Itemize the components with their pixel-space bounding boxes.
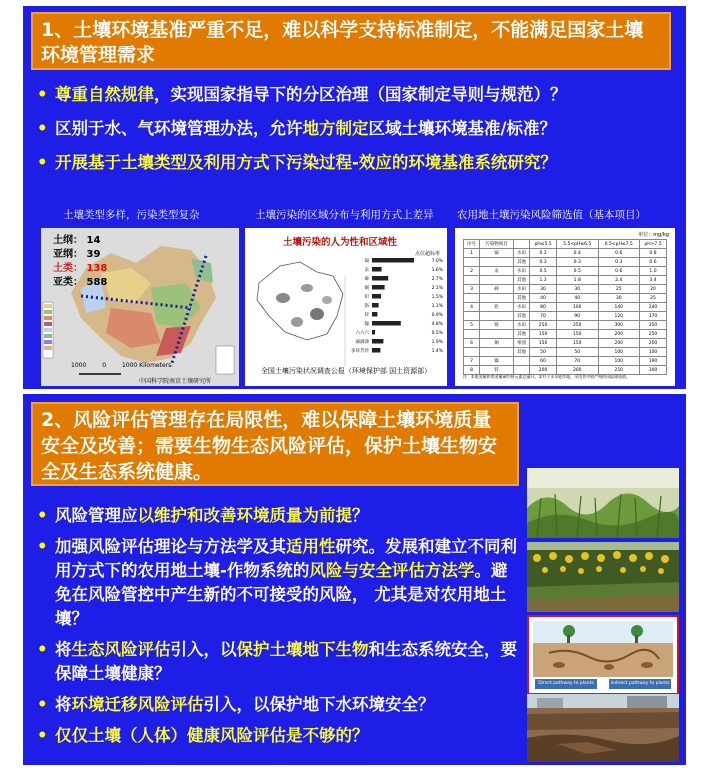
table-cell: 30: [598, 294, 640, 303]
soil-order-count: 14: [86, 235, 101, 246]
table-header-cell: [514, 240, 530, 249]
table-cell: 190: [640, 357, 667, 366]
table-cell: 其他: [514, 348, 530, 357]
highlight-text: 环境迁移风险评估: [71, 695, 204, 714]
table-cell: [464, 330, 480, 339]
table-cell: 0.4: [556, 249, 598, 258]
slide2-bullet-4: [33, 693, 523, 717]
pollution-caption: 全国土壤污染状况调查公报（环境保护部 国土资源部）: [260, 367, 432, 375]
bar-label: 六六六: [355, 331, 369, 336]
highlight-text: 生态风险评估: [71, 640, 171, 659]
table-cell: 1.8: [556, 276, 598, 285]
table-row: [464, 276, 667, 285]
table-row: [464, 258, 667, 267]
table-cell: 0.8: [640, 249, 667, 258]
risk-screening-table-image: [455, 228, 675, 386]
highlight-text: 保护土壤地下生物: [236, 640, 369, 659]
table-cell: [514, 357, 530, 366]
direct-pathway-label: Direct pathway to plants: [538, 681, 594, 686]
table-cell: [464, 348, 480, 357]
suborder-label: 亚纲：: [53, 249, 83, 260]
bullet-text: ，实现国家指导下的分区治理（国家制定导则与规范）？: [154, 85, 567, 104]
bar-value: 0.5%: [431, 331, 443, 336]
table-cell: 0.3: [530, 249, 557, 258]
table-cell: 0.3: [598, 258, 640, 267]
pollution-bar-group: [351, 257, 444, 354]
highlight-text: 风险与安全评估方法学: [309, 561, 475, 580]
table-cell: 100: [598, 348, 640, 357]
pollution-bar: [372, 348, 380, 353]
table-unit: 单位：mg/kg: [638, 232, 669, 238]
table-cell: 0.6: [640, 258, 667, 267]
table-cell: 150: [556, 330, 598, 339]
caption-soil-types: 土壤类型多样，污染类型复杂: [63, 209, 200, 221]
bar-value: 1.6%: [431, 268, 443, 273]
soil-order-label: 土纲：: [53, 235, 83, 246]
bullet-dot-icon: •: [37, 506, 48, 525]
highlight-text: 仅仅土壤（人体）健康风险评估是不够的？: [55, 726, 369, 745]
bar-value: 0.9%: [431, 313, 443, 318]
table-cell: 350: [640, 321, 667, 330]
table-cell: 3: [464, 285, 480, 294]
bar-label: 铅: [364, 295, 369, 300]
table-cell: 50: [530, 348, 557, 357]
table-cell: [464, 312, 480, 321]
pollution-legend-title: 点位超标率: [415, 251, 441, 257]
table-cell: 7: [464, 357, 480, 366]
table-cell: 1: [464, 249, 480, 258]
table-cell: 水田: [514, 267, 530, 276]
suborder-row: [53, 248, 107, 262]
table-cell: 0.6: [598, 249, 640, 258]
table-cell: 5: [464, 321, 480, 330]
table-cell: 70: [556, 357, 598, 366]
table-cell: 0.3: [530, 258, 557, 267]
slide-2: [23, 394, 686, 765]
sunflower-field-graphic: [527, 542, 679, 612]
table-cell: 250: [530, 321, 557, 330]
slide2-bullet-5: [33, 724, 523, 748]
pollution-bar: [372, 330, 375, 335]
bar-value: 2.7%: [431, 277, 443, 282]
table-header-cell: pH≤5.5: [530, 240, 557, 249]
slide1-bullet-1: [33, 84, 683, 106]
table-cell: 200: [530, 366, 557, 375]
bullet-text: 。避免在风险管控中产生新的不可接受的风险， 尤其是对农用地土壤？: [55, 561, 508, 628]
table-cell: 0.6: [598, 267, 640, 276]
table-cell: 100: [556, 303, 598, 312]
bar-label: 铬: [364, 304, 369, 309]
highlight-text: 开展基于土壤类型及利用方式下污染过程-效应的环境基准系统研究？: [55, 153, 557, 172]
pollution-bar: [372, 258, 414, 263]
table-cell: 镍: [480, 357, 514, 366]
table-cell: 水田: [514, 285, 530, 294]
slide2-bullet-3: [33, 638, 523, 686]
bar-label: 锌: [364, 313, 369, 318]
indirect-pathway-label: Indirect pathway to plants: [610, 681, 670, 686]
bar-value: 4.8%: [431, 322, 443, 327]
bullet-text: 区域土壤环境基准/标准？: [368, 119, 557, 138]
table-cell: 1.3: [530, 276, 557, 285]
bar-label: 多环芳烃: [351, 349, 369, 354]
bar-value: 7.0%: [431, 259, 443, 264]
scale-left: 1000: [71, 362, 87, 369]
sunflower-field-photo: [527, 542, 679, 612]
table-cell: [480, 276, 514, 285]
table-header-cell: 5.5<pH≤6.5: [556, 240, 598, 249]
bullet-text: 将: [55, 695, 72, 714]
table-header-cell: pH>7.5: [640, 240, 667, 249]
table-cell: 70: [530, 312, 557, 321]
table-cell: 4: [464, 303, 480, 312]
soil-group-count: 138: [86, 263, 108, 274]
bar-label: 滴滴涕: [355, 340, 369, 345]
pollution-bar: [372, 303, 379, 308]
bullet-text: 将: [55, 640, 72, 659]
table-row: [464, 285, 667, 294]
table-cell: 其他: [514, 276, 530, 285]
table-cell: 镉: [480, 249, 514, 258]
bar-value: 1.5%: [431, 295, 443, 300]
table-cell: 其他: [514, 330, 530, 339]
table-cell: 1.0: [640, 267, 667, 276]
table-cell: 2: [464, 267, 480, 276]
table-cell: 20: [640, 285, 667, 294]
table-row: [464, 339, 667, 348]
table-cell: 300: [640, 366, 667, 375]
slide2-bullet-2: [33, 535, 523, 631]
bullet-text: 风险管理应: [55, 506, 138, 525]
bar-label: 砷: [364, 277, 369, 282]
pollution-bar: [372, 285, 385, 290]
table-cell: 25: [640, 294, 667, 303]
slide-1-title: 1、土壤环境基准严重不足，难以科学支持标准制定，不能满足国家土壤环境管理需求: [31, 12, 671, 70]
bullet-dot-icon: •: [37, 695, 48, 714]
caption-pollution-distribution: 土壤污染的区域分布与利用方式上差异: [255, 209, 434, 221]
table-cell: 90: [556, 312, 598, 321]
table-cell: 80: [530, 303, 557, 312]
table-cell: 200: [598, 339, 640, 348]
soil-order-row: [53, 234, 107, 248]
bar-label: 铜: [364, 286, 369, 291]
table-cell: 100: [598, 357, 640, 366]
table-cell: 30: [530, 285, 557, 294]
table-cell: 240: [640, 303, 667, 312]
table-cell: 140: [598, 303, 640, 312]
bar-value: 1.1%: [431, 304, 443, 309]
table-cell: 其他: [514, 258, 530, 267]
table-cell: 25: [598, 285, 640, 294]
table-cell: 2.4: [598, 276, 640, 285]
table-cell: [480, 294, 514, 303]
table-row: [464, 267, 667, 276]
slide-1-bullet-list: [33, 84, 683, 186]
excavation-site-photo: [527, 694, 679, 762]
pollution-bar: [372, 312, 377, 317]
subgroup-row: [53, 276, 107, 290]
table-cell: 水田: [514, 321, 530, 330]
table-row: [464, 321, 667, 330]
table-cell: 250: [556, 321, 598, 330]
rice-field-graphic: [527, 468, 679, 538]
table-cell: 200: [556, 366, 598, 375]
table-cell: [480, 258, 514, 267]
highlight-text: 地方制定: [302, 119, 369, 138]
table-cell: [480, 348, 514, 357]
table-cell: 3.4: [640, 276, 667, 285]
bar-label: 汞: [364, 268, 369, 273]
pollution-distribution-image: [245, 228, 447, 386]
bullet-dot-icon: •: [37, 537, 48, 556]
pollution-bar: [372, 267, 382, 272]
bullet-text: 加强风险评估理论与方法学及其: [55, 537, 286, 556]
table-cell: 50: [556, 348, 598, 357]
bullet-text: 引入，以保护地下水环境安全？: [203, 695, 435, 714]
highlight-text: 以维护和改善环境质量为前提: [137, 506, 352, 525]
table-cell: 水田: [514, 249, 530, 258]
table-header-cell: 序号: [464, 240, 480, 249]
soil-group-label: 土类：: [53, 263, 83, 274]
pollution-bar: [372, 276, 388, 281]
soil-ecology-diagram: [527, 615, 679, 695]
pollution-bar: [372, 339, 383, 344]
table-header-cell: 6.5<pH≤7.5: [598, 240, 640, 249]
table-row: [464, 312, 667, 321]
table-cell: 120: [598, 312, 640, 321]
table-cell: 200: [598, 330, 640, 339]
bullet-text: 和生态系统安全，要保障土壤健康？: [55, 640, 517, 683]
table-cell: [480, 312, 514, 321]
table-cell: 300: [598, 321, 640, 330]
slide2-bullet-1: [33, 504, 523, 528]
excavation-site-graphic: [527, 694, 679, 762]
bullet-text: ？: [352, 506, 369, 525]
scale-right: 1000 Kilometers: [121, 362, 172, 369]
table-header-cell: 污染物项目: [480, 240, 514, 249]
bullet-dot-icon: •: [37, 85, 48, 104]
table-cell: 200: [640, 339, 667, 348]
table-cell: 8: [464, 366, 480, 375]
bar-value: 2.1%: [431, 286, 443, 291]
table-cell: 0.3: [556, 258, 598, 267]
scale-zero: 0: [102, 362, 107, 369]
table-cell: 60: [530, 357, 557, 366]
table-header-row: [464, 240, 667, 249]
table-row: [464, 294, 667, 303]
table-cell: 150: [530, 330, 557, 339]
table-row: [464, 348, 667, 357]
bullet-text: 引入，以: [170, 640, 237, 659]
bullet-dot-icon: •: [37, 153, 48, 172]
bullet-dot-icon: •: [37, 119, 48, 138]
subgroup-count: 588: [86, 277, 108, 288]
table-cell: 150: [556, 339, 598, 348]
slide-2-bullet-list: [33, 504, 523, 755]
table-row: [464, 330, 667, 339]
table-cell: 铬: [480, 321, 514, 330]
bullet-dot-icon: •: [37, 640, 48, 659]
bar-value: 1.9%: [431, 340, 443, 345]
pollution-heading: 土壤污染的人为性和区域性: [283, 237, 398, 248]
table-cell: 0.5: [530, 267, 557, 276]
slide1-bullet-2: [33, 118, 683, 140]
table-cell: 其他: [514, 294, 530, 303]
pollution-bar: [372, 321, 401, 326]
table-cell: [464, 294, 480, 303]
subgroup-label: 亚类：: [53, 277, 83, 288]
map-credit: 中国科学院南京土壤研究所: [139, 378, 212, 385]
table-cell: [464, 276, 480, 285]
rice-field-photo: [527, 468, 679, 538]
bullet-text: 区别于水、气环境管理办法，允许: [55, 119, 303, 138]
table-cell: [480, 330, 514, 339]
table-cell: 40: [530, 294, 557, 303]
table-cell: 水田: [514, 303, 530, 312]
table-cell: 250: [598, 366, 640, 375]
table-cell: 250: [640, 330, 667, 339]
table-note: 注：①重金属和类金属砷均按元素总量计。②对于水旱轮作地，采用其中较严格的风险筛选值。: [463, 374, 631, 379]
table-cell: 100: [640, 348, 667, 357]
table-cell: 0.5: [556, 267, 598, 276]
bar-label: 镍: [364, 322, 369, 327]
highlight-text: 尊重自然规律: [55, 85, 154, 104]
soil-group-row: [53, 262, 107, 276]
table-row: [464, 249, 667, 258]
table-cell: 170: [640, 312, 667, 321]
table-cell: 铜: [480, 339, 514, 348]
table-row: [464, 357, 667, 366]
table-cell: 果园: [514, 339, 530, 348]
table-cell: 150: [530, 339, 557, 348]
table-cell: 40: [556, 294, 598, 303]
slide-1: [23, 6, 686, 389]
bullet-text: 研究。发展和建立不同利用方式下的农用地土壤-作物系统的: [55, 537, 517, 580]
table-row: [464, 303, 667, 312]
slide-2-title: 2、风险评估管理存在局限性，难以保障土壤环境质量安全及改善；需要生物生态风险评估，保护土壤生物安全及生态系统健康。: [31, 402, 519, 486]
table-cell: 6: [464, 339, 480, 348]
caption-risk-screening: 农用地土壤污染风险筛选值（基本项目）: [457, 209, 646, 221]
table-cell: 汞: [480, 267, 514, 276]
highlight-text: 适用性: [286, 537, 336, 556]
pollution-bar: [372, 294, 381, 299]
table-cell: 其他: [514, 312, 530, 321]
bar-label: 镉: [364, 259, 369, 264]
risk-screening-table: [463, 239, 667, 375]
table-cell: 铅: [480, 303, 514, 312]
table-cell: 锌: [480, 366, 514, 375]
table-cell: 砷: [480, 285, 514, 294]
soil-map-image: [41, 228, 239, 386]
slide1-bullet-3: [33, 152, 683, 174]
table-cell: 30: [556, 285, 598, 294]
bar-value: 1.4%: [431, 349, 443, 354]
bullet-dot-icon: •: [37, 726, 48, 745]
suborder-count: 39: [86, 249, 101, 260]
table-cell: [464, 258, 480, 267]
